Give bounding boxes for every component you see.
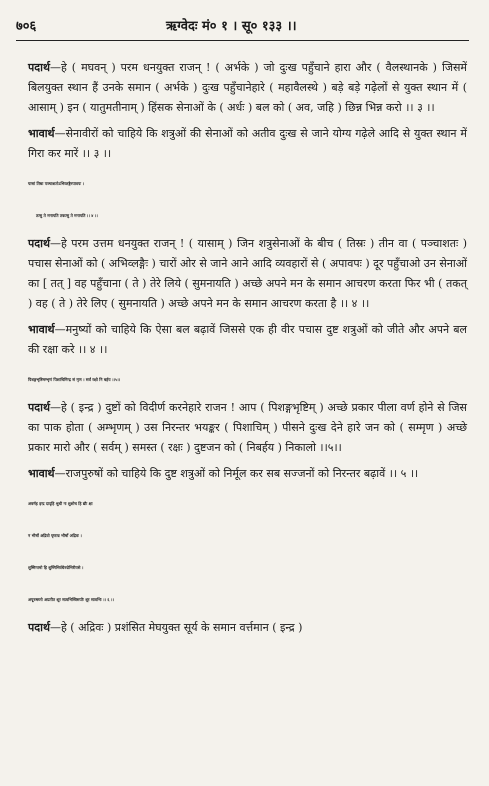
- commentary-bhavartha: [28, 320, 467, 360]
- block-label: भावार्थ: [28, 127, 55, 140]
- verse-line: तत्सु ते मनायति तकत्सु ते मनायति ।। ४ ।।: [36, 213, 98, 218]
- verse-line: पिशङ्गभृष्टिमम्भृणं पिशाचिमिन्द्र सं मृण । सर्वं रक्षो नि बर्हय ।।५।।: [28, 377, 121, 382]
- verse-line: यासां तिस्रः पञ्चाशतोऽभिव्लङ्गैरपावपः ।: [28, 181, 85, 186]
- verse-line: न भीषाँ अद्रिवो घृणान्न भीषाँ अद्रिवः ।: [28, 533, 82, 538]
- page-body: [28, 58, 467, 644]
- block-label: भावार्थ: [28, 467, 55, 480]
- block-text: —सेनावीरों को चाहिये कि शत्रुओं की सेनाओं को अतीव दुःख से जाने योग्य गढ़ेले आदि से युक्त स्थान में गिरा कर मारें ।। ३ ।।: [28, 127, 467, 160]
- verse-line: अपूरुषघ्नो अप्रतीत शूर सत्वभिस्त्रिसप्तैः शूर सत्वभिः ।। ६ ।।: [28, 597, 114, 602]
- page-number: ७०६: [16, 19, 37, 34]
- block-text: —राजपुरुषों को चाहिये कि दुष्ट शत्रुओं को निर्मूल कर सब सज्जनों को निरन्तर बढ़ावें ।। ५ ।।: [54, 467, 419, 480]
- commentary-padartha: [28, 618, 467, 638]
- commentary-bhavartha: [28, 464, 467, 484]
- commentary-padartha: [28, 234, 467, 314]
- block-text: —मनुष्यों को चाहिये कि ऐसा बल बढ़ावें जिससे एक ही वीर पचास दुष्ट शत्रुओं को जीते और अपने बल की रक्षा करे ।। ४ ।।: [28, 323, 467, 356]
- block-text: —हे ( अद्रिवः ) प्रशंसित मेघयुक्त सूर्य के समान वर्त्तमान ( इन्द्र ): [49, 621, 303, 634]
- block-label: भावार्थ: [28, 323, 55, 336]
- block-text: —हे परम उत्तम धनयुक्त राजन् ! ( यासाम् ) जिन शत्रुसेनाओं के बीच ( तिस्रः ) तीन वा ( पञ्चाशतः ) पचास सेनाओं को ( अभिव्लङ्गैः ) चारों ओर से जाने आने आदि व्यवहारों से ( अपावपः ) दूर पहुँचाओ उन सेनाओं का [ तत् ] वह पहुँचाना ( ते ) तेरे लिये ( सुमनायति ) अच्छे अपने मन के समान आचरण करता फिर भी ( तकत् ) वह ( ते ) तेरे लिए ( सुमनायति ) अच्छे अपने मन के समान आचरण करता है ।। ४ ।।: [28, 237, 467, 310]
- block-text: —हे ( इन्द्र ) दुष्टों को विदीर्ण करनेहारे राजन ! आप ( पिशङ्गभृष्टिम् ) अच्छे प्रकार पीला वर्ण होने से जिस का पाक होता ( अम्भृणम् ) उस निरन्तर भयङ्कर ( पिशाचिम् ) पीसने दुःख देने हारे जन को ( सम्मृण ) अच्छे प्रकार मारो और ( सर्वम् ) समस्त ( रक्षः ) दुष्टजन को ( निबर्हय ) निकालो ।।५।।: [28, 401, 467, 454]
- commentary-bhavartha: [28, 124, 467, 164]
- running-title: ऋग्वेदः मं० १ । सू० १३३ ।।: [166, 19, 297, 34]
- header-rule: [16, 40, 469, 41]
- commentary-padartha: [28, 58, 467, 118]
- block-label: पदार्थ: [28, 237, 50, 250]
- commentary-padartha: [28, 398, 467, 458]
- block-label: पदार्थ: [28, 621, 50, 634]
- page-header: [16, 10, 469, 40]
- block-label: पदार्थ: [28, 61, 50, 74]
- block-text: —हे ( मघवन् ) परम धनयुक्त राजन् ! ( अर्भके ) जो दुःख पहुँचाने हारा और ( वैलस्थानके ) जिसमें बिलयुक्त स्थान हैं उनके समान ( अर्भके ) दुःख पहुँचानेहारे ( महावैलस्थे ) बड़े बड़े गढ़ेलों से युक्त स्थान में ( आसाम् ) इन ( यातुमतीनाम् ) हिंसक सेनाओं के ( अर्धः ) बल को ( अव, जहि ) छिन्न भिन्न करो ।। ३ ।।: [28, 61, 467, 114]
- block-label: पदार्थ: [28, 401, 50, 414]
- verse-line: अवर्मह इन्द्र दादृहि श्रुधी नः शुशोच हि द्यौः क्षा: [28, 501, 93, 506]
- verse-line: शुष्मिन्तमो हि शुष्मिभिर्वधैरुग्रेभिरीयसे ।: [28, 565, 84, 570]
